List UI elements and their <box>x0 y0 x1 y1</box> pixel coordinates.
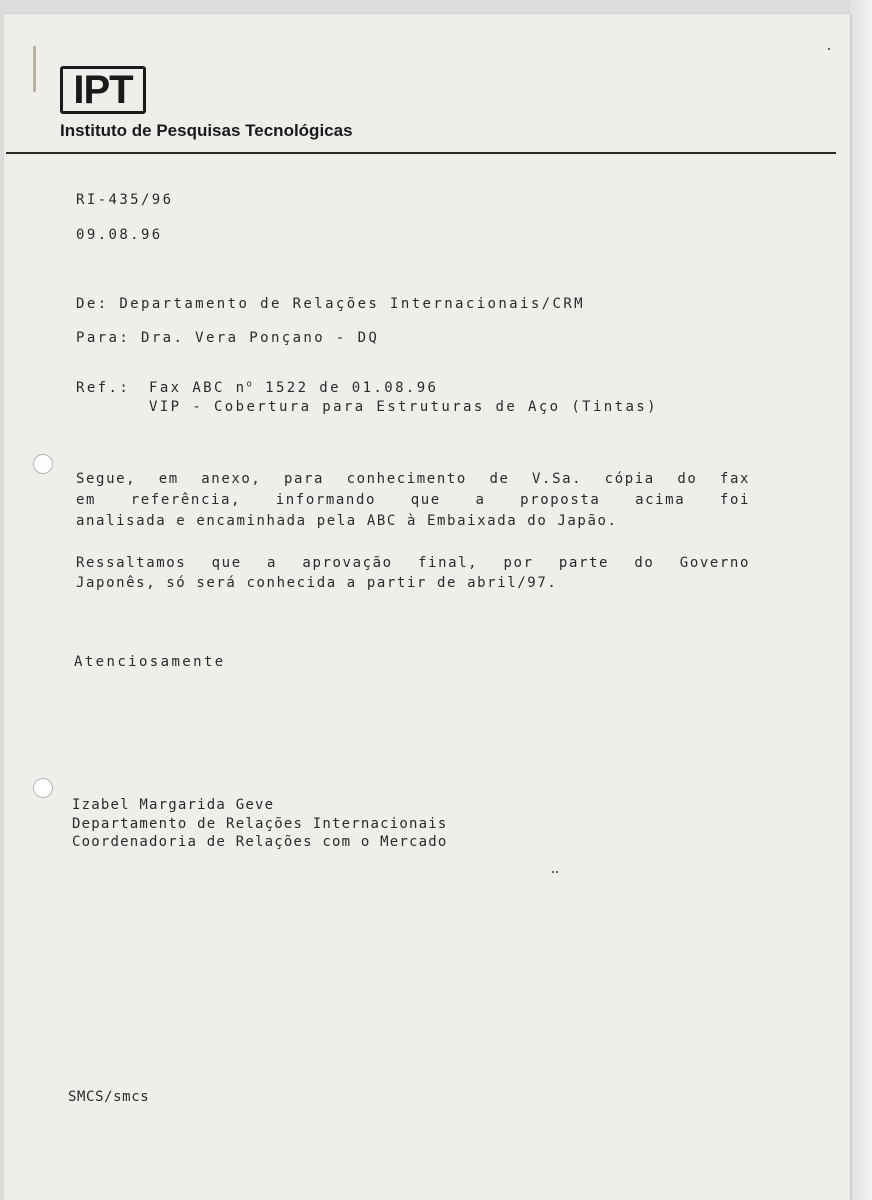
paragraph-1-line-3: analisada e encaminhada pela ABC à Embaixada do Japão. <box>76 513 618 529</box>
ref-line-1-suffix: 1522 de 01.08.96 <box>254 380 439 396</box>
header-divider <box>6 152 836 154</box>
signature-name: Izabel Margarida Geve <box>72 797 275 813</box>
ink-speck <box>552 871 554 873</box>
to-label: Para: <box>76 330 131 346</box>
memo-date: 09.08.96 <box>76 227 163 243</box>
from-line <box>76 296 585 312</box>
from-value: Departamento de Relações Internacionais/CRM <box>119 296 585 312</box>
paragraph-1-line-2: em referência, informando que a proposta acima foi <box>76 492 750 508</box>
punch-hole-top <box>33 454 53 474</box>
ref-line-1-prefix: Fax ABC n <box>149 380 247 396</box>
paragraph-2-line-1: Ressaltamos que a aprovação final, por parte do Governo <box>76 555 750 571</box>
signature-department: Departamento de Relações Internacionais <box>72 816 448 832</box>
to-value: Dra. Vera Ponçano - DQ <box>141 330 380 346</box>
logo-text: IPT <box>73 68 133 112</box>
paragraph-2-line-2: Japonês, só será conhecida a partir de abril/97. <box>76 575 558 591</box>
ref-label: Ref.: <box>76 380 131 396</box>
closing: Atenciosamente <box>74 654 226 670</box>
from-label: De: <box>76 296 109 312</box>
ink-speck <box>556 871 558 873</box>
paragraph-1-line-1: Segue, em anexo, para conhecimento de V.Sa. cópia do fax <box>76 471 750 487</box>
ref-line-1-superscript: o <box>246 379 255 390</box>
ref-line-1 <box>149 380 438 396</box>
punch-hole-bottom <box>33 778 53 798</box>
footer-initials: SMCS/smcs <box>68 1089 150 1105</box>
ref-line-2: VIP - Cobertura para Estruturas de Aço (Tintas) <box>149 399 658 415</box>
staple-mark <box>33 46 36 92</box>
signature-division: Coordenadoria de Relações com o Mercado <box>72 834 448 850</box>
reference-number: RI-435/96 <box>76 192 174 208</box>
institute-name: Instituto de Pesquisas Tecnológicas <box>60 121 353 140</box>
ink-speck <box>828 48 830 50</box>
ipt-logo <box>60 66 146 114</box>
to-line <box>76 330 379 346</box>
page-edge <box>850 0 872 1200</box>
